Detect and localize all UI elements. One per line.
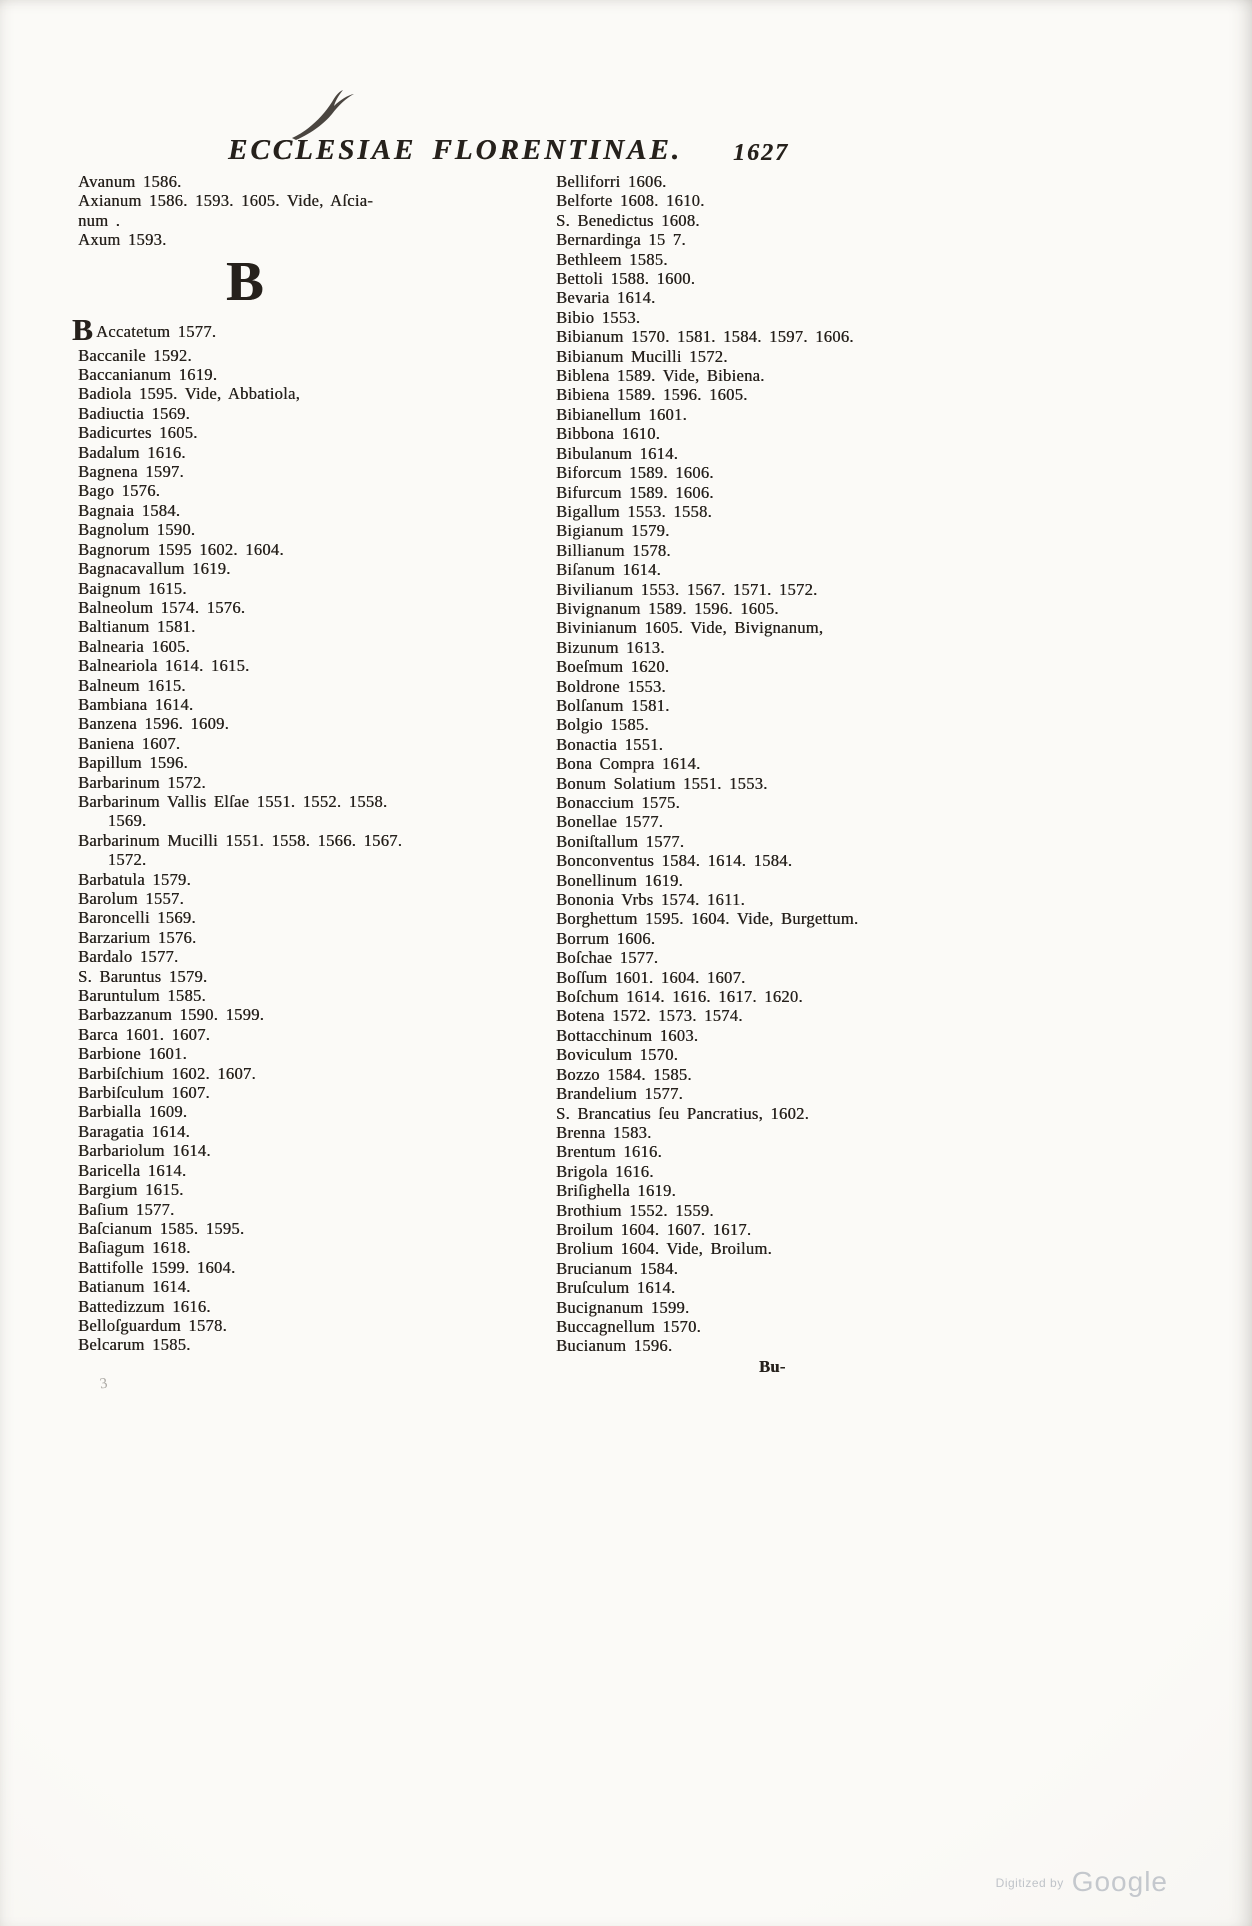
index-entry: Bucignanum 1599. — [556, 1297, 690, 1317]
index-entry: Brolium 1604. Vide, Broilum. — [556, 1239, 772, 1259]
index-entry: Batianum 1614. — [78, 1277, 191, 1297]
index-entry: Baſium 1577. — [78, 1199, 175, 1219]
index-entry: Bizunum 1613. — [556, 637, 665, 657]
page-number: 1627 — [733, 140, 789, 166]
watermark-text: Digitized by — [995, 1876, 1064, 1890]
index-entry: Bagnaia 1584. — [78, 500, 181, 520]
index-entry: Boniſtallum 1577. — [556, 831, 685, 851]
index-entry: S. Brancatius ſeu Pancratius, 1602. — [556, 1103, 810, 1123]
index-entry: Bardalo 1577. — [78, 947, 179, 967]
index-entry: Barzarium 1576. — [78, 927, 197, 947]
index-entry: Banzena 1596. 1609. — [78, 714, 229, 734]
pencil-mark-artifact: 3 — [98, 1375, 109, 1393]
index-entry: Bago 1576. — [78, 481, 161, 501]
index-entry: Bonellae 1577. — [556, 812, 664, 832]
index-entry: Borrum 1606. — [556, 928, 656, 948]
index-entry: Bibulanum 1614. — [556, 443, 679, 463]
index-entry: Barbiſculum 1607. — [78, 1083, 210, 1103]
index-entry: Bononia Vrbs 1574. 1611. — [556, 890, 745, 910]
index-entry: Bagnena 1597. — [78, 462, 184, 482]
dropcap-letter: B — [72, 311, 93, 347]
index-entry: Bagnacavallum 1619. — [78, 559, 231, 579]
index-entry: Bethleem 1585. — [556, 249, 668, 269]
index-entry: Bolgio 1585. — [556, 715, 649, 735]
index-entry: Bernardinga 15 7. — [556, 230, 686, 250]
index-entry: Boeſmum 1620. — [556, 657, 670, 677]
index-entry: Baccanile 1592. — [78, 345, 192, 365]
google-watermark — [996, 1866, 1168, 1898]
index-entry: Bruſculum 1614. — [556, 1278, 676, 1298]
index-entry: Barbatula 1579. — [78, 869, 191, 889]
index-entry: Bibianum Mucilli 1572. — [556, 346, 728, 366]
index-entry: Baricella 1614. — [78, 1160, 187, 1180]
index-entry: Brentum 1616. — [556, 1142, 662, 1162]
index-entry: Biſanum 1614. — [556, 560, 661, 580]
index-entry: Brigola 1616. — [556, 1161, 654, 1181]
index-entry: Belliforri 1606. — [556, 172, 667, 191]
index-entry: Bevaria 1614. — [556, 288, 656, 308]
index-entry: Balneariola 1614. 1615. — [78, 656, 250, 676]
index-entry: Battedizzum 1616. — [78, 1296, 211, 1316]
index-entry: Baniena 1607. — [78, 733, 181, 753]
index-entry: Briſighella 1619. — [556, 1181, 676, 1201]
index-entry: Badicurtes 1605. — [78, 423, 198, 443]
index-entry: Bibbona 1610. — [556, 424, 661, 444]
index-entry: Bigallum 1553. 1558. — [556, 501, 712, 521]
index-entry: Accatetum 1577. — [95, 321, 217, 341]
index-entry: Baccanianum 1619. — [78, 365, 218, 385]
index-entry: Badalum 1616. — [78, 442, 186, 462]
index-entry: Axianum 1586. 1593. 1605. Vide, Aſcia- — [78, 191, 374, 211]
index-entry: Bolſanum 1581. — [556, 695, 670, 715]
index-entry: Bapillum 1596. — [78, 753, 188, 773]
first-index-entry — [72, 311, 536, 347]
index-entry: Biblena 1589. Vide, Bibiena. — [556, 366, 765, 386]
index-entry: Badiuctia 1569. — [78, 403, 190, 423]
index-entry: Boldrone 1553. — [556, 676, 666, 696]
index-entry: Baltianum 1581. — [78, 617, 196, 637]
index-entry: Belloſguardum 1578. — [78, 1315, 227, 1335]
left-column — [72, 172, 536, 1355]
index-entry: Balneolum 1574. 1576. — [78, 597, 246, 617]
catchword: Bu- — [759, 1356, 786, 1376]
index-entry: Balneum 1615. — [78, 675, 186, 695]
index-entry: Bifurcum 1589. 1606. — [556, 482, 714, 502]
index-entry: Baroncelli 1569. — [78, 908, 196, 928]
index-entry: Bibio 1553. — [556, 307, 641, 327]
index-entry: Baignum 1615. — [78, 578, 187, 598]
index-entry: Bargium 1615. — [78, 1180, 184, 1200]
index-entry: Bettoli 1588. 1600. — [556, 269, 696, 289]
index-entry: Belcarum 1585. — [78, 1335, 191, 1355]
index-entry: Barolum 1557. — [78, 889, 184, 908]
index-entry: Bottacchinum 1603. — [556, 1025, 699, 1045]
index-entry: Barbione 1601. — [78, 1044, 187, 1064]
index-entry: Borghettum 1595. 1604. Vide, Burgettum. — [556, 909, 859, 929]
index-entry: Bonactia 1551. — [556, 734, 664, 754]
index-entry: 1569. — [78, 811, 147, 831]
index-entry: Baragatia 1614. — [78, 1121, 190, 1141]
index-entry: Bozzo 1584. 1585. — [556, 1064, 692, 1084]
index-entry: Biforcum 1589. 1606. — [556, 463, 714, 483]
index-entry: Baſcianum 1585. 1595. — [78, 1218, 245, 1238]
intro-entries — [78, 172, 536, 250]
index-entry: Bibiena 1589. 1596. 1605. — [556, 385, 748, 405]
index-entry: Bonaccium 1575. — [556, 793, 680, 812]
index-entry: Billianum 1578. — [556, 540, 671, 560]
index-entry: Boſchum 1614. 1616. 1617. 1620. — [556, 987, 803, 1007]
index-entry: Bivilianum 1553. 1567. 1571. 1572. — [556, 579, 818, 599]
running-title: ECCLESIAE FLORENTINAE. — [228, 134, 682, 166]
index-entry: Avanum 1586. — [78, 172, 182, 191]
index-entry: Barbarinum Vallis Elſae 1551. 1552. 1558. — [78, 791, 388, 811]
index-entry: Battifolle 1599. 1604. — [78, 1257, 236, 1277]
index-entry: Bona Compra 1614. — [556, 754, 701, 774]
section-letter-heading: B — [226, 250, 264, 313]
index-entry: Brandelium 1577. — [556, 1084, 683, 1104]
index-entry: Boſſum 1601. 1604. 1607. — [556, 967, 746, 987]
index-entry: Brucianum 1584. — [556, 1258, 679, 1278]
index-entry: Bigianum 1579. — [556, 521, 670, 541]
index-entry: Bucianum 1596. — [556, 1336, 673, 1356]
index-entry: Barbiſchium 1602. 1607. — [78, 1063, 256, 1083]
index-entry: Broilum 1604. 1607. 1617. — [556, 1219, 752, 1239]
index-entry: Baſiagum 1618. — [78, 1238, 191, 1258]
index-entry: num . — [78, 210, 121, 230]
index-entry: Belforte 1608. 1610. — [556, 191, 705, 211]
index-entry: Bibianellum 1601. — [556, 404, 687, 424]
index-entry: Bivignanum 1589. 1596. 1605. — [556, 598, 779, 618]
index-entry: 1572. — [78, 850, 147, 870]
index-entry: Bonum Solatium 1551. 1553. — [556, 773, 768, 793]
index-entry: Buccagnellum 1570. — [556, 1316, 701, 1336]
index-entry: Bambiana 1614. — [78, 694, 194, 714]
left-entry-list — [78, 346, 536, 1355]
index-entry: Bibianum 1570. 1581. 1584. 1597. 1606. — [556, 327, 854, 347]
index-entry: Bonconventus 1584. 1614. 1584. — [556, 851, 793, 871]
index-entry: Badiola 1595. Vide, Abbatiola, — [78, 384, 301, 404]
index-entry: Barbialla 1609. — [78, 1102, 188, 1122]
index-entry: Boviculum 1570. — [556, 1045, 679, 1065]
right-column — [556, 172, 1026, 1376]
index-entry: Bonellinum 1619. — [556, 870, 683, 890]
index-entry: Axum 1593. — [78, 230, 167, 250]
index-entry: Baruntulum 1585. — [78, 986, 206, 1006]
index-entry: Barbarinum Mucilli 1551. 1558. 1566. 1567. — [78, 830, 403, 850]
index-entry: Bivinianum 1605. Vide, Bivignanum, — [556, 618, 824, 638]
index-entry: S. Benedictus 1608. — [556, 210, 700, 230]
index-entry: Bagnorum 1595 1602. 1604. — [78, 539, 284, 559]
google-logo: Google — [1071, 1866, 1168, 1897]
index-entry: Balnearia 1605. — [78, 636, 190, 656]
index-entry: Botena 1572. 1573. 1574. — [556, 1006, 743, 1026]
index-entry: Bagnolum 1590. — [78, 520, 196, 540]
index-entry: Brothium 1552. 1559. — [556, 1200, 714, 1220]
index-entry: Barca 1601. 1607. — [78, 1024, 211, 1044]
index-entry: S. Baruntus 1579. — [78, 966, 208, 986]
index-entry: Barbariolum 1614. — [78, 1141, 211, 1161]
index-entry: Boſchae 1577. — [556, 948, 659, 968]
right-entry-list — [556, 172, 1026, 1356]
index-entry: Brenna 1583. — [556, 1122, 652, 1142]
index-entry: Barbarinum 1572. — [78, 772, 206, 792]
index-entry: Barbazzanum 1590. 1599. — [78, 1005, 265, 1025]
